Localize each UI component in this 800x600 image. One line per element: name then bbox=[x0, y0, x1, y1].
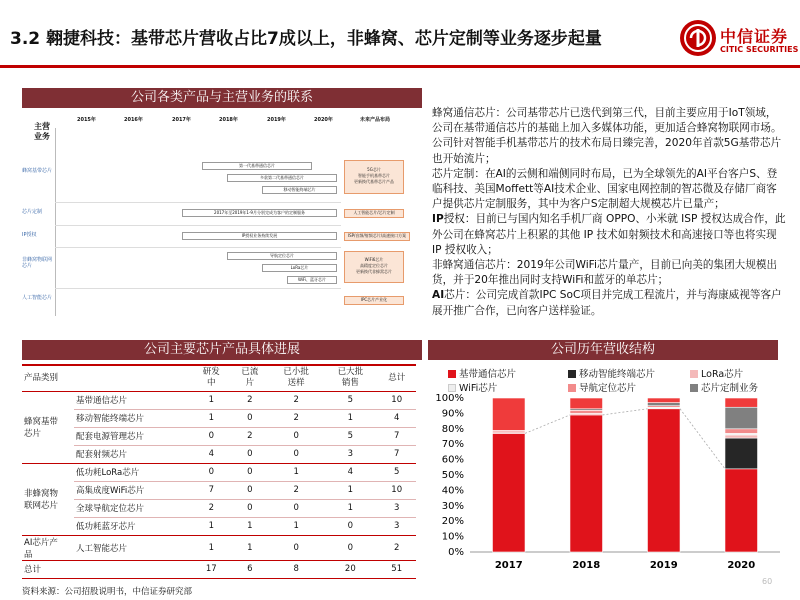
table-cell: 0 bbox=[231, 409, 270, 427]
table-cell: 7 bbox=[377, 427, 416, 445]
desc-paragraph: 蜂窝通信芯片：公司基带芯片已迭代到第三代，目前主要应用于IoT领域，公司在基带通信芯片的基础上加入多媒体功能，更加适合蜂窝物联网市场。公司针对智能手机基带芯片的技术布局日臻完善，2020年首款5G基带芯片也开始流片； bbox=[432, 107, 782, 165]
timeline-bar: WiFi、蓝牙芯片 bbox=[287, 276, 337, 284]
section-banner-products: 公司各类产品与主营业务的联系 bbox=[22, 88, 422, 108]
table-row bbox=[22, 445, 416, 463]
timeline-header-label: 主营 业务 bbox=[34, 122, 50, 141]
table-row bbox=[22, 499, 416, 517]
table-row bbox=[22, 535, 416, 560]
bar-segment bbox=[570, 410, 603, 413]
timeline-row-label: 芯片定制 bbox=[22, 209, 43, 215]
table-cell: 1 bbox=[269, 517, 323, 535]
table-cell: 0 bbox=[269, 427, 323, 445]
table-cell: 0 bbox=[231, 445, 270, 463]
table-cell: 2 bbox=[269, 481, 323, 499]
timeline-future-box: 人工智能芯片/芯片定制 bbox=[344, 209, 404, 218]
bar-segment bbox=[570, 415, 603, 552]
table-cell: 2 bbox=[192, 499, 231, 517]
table-cell: 1 bbox=[231, 535, 270, 560]
table-cell: 3 bbox=[377, 517, 416, 535]
bar-segment bbox=[725, 398, 758, 407]
table-cell: 2 bbox=[231, 391, 270, 409]
bar-segment bbox=[647, 403, 680, 406]
timeline-bar: 导航定位芯片 bbox=[227, 252, 337, 260]
timeline-divider bbox=[55, 225, 341, 226]
timeline-bar: LoRa芯片 bbox=[262, 264, 337, 272]
table-cell: 0 bbox=[269, 535, 323, 560]
bar-segment bbox=[725, 438, 758, 469]
table-cell bbox=[74, 560, 192, 578]
table-cell: 10 bbox=[377, 481, 416, 499]
y-tick-label: 100% bbox=[435, 393, 464, 404]
legend-item: 芯片定制业务 bbox=[690, 380, 758, 394]
timeline-bar: 移动智能终端芯片 bbox=[262, 186, 337, 194]
table-cell: 1 bbox=[323, 499, 377, 517]
table-cell: 0 bbox=[323, 535, 377, 560]
table-row bbox=[22, 391, 416, 409]
timeline-year: 2017年 bbox=[172, 117, 191, 123]
y-tick-label: 70% bbox=[441, 439, 464, 451]
table-cell: 1 bbox=[192, 517, 231, 535]
page-number: 60 bbox=[762, 577, 773, 586]
timeline-future-box: IPC芯片产业化 bbox=[344, 296, 404, 305]
table-cell: 4 bbox=[377, 409, 416, 427]
table-cell: 5 bbox=[323, 427, 377, 445]
business-timeline-diagram bbox=[22, 110, 422, 318]
table-group-cell: 非蜂窝物 联网芯片 bbox=[22, 463, 74, 535]
table-row bbox=[22, 517, 416, 535]
table-cell: 1 bbox=[192, 391, 231, 409]
timeline-row-label: 人工智能芯片 bbox=[22, 295, 53, 301]
x-tick-label: 2019 bbox=[649, 560, 678, 571]
table-row bbox=[22, 427, 416, 445]
bar-segment bbox=[647, 409, 680, 552]
table-cell: 0 bbox=[269, 445, 323, 463]
table-cell: 5 bbox=[323, 391, 377, 409]
table-cell: 移动智能终端芯片 bbox=[74, 409, 192, 427]
table-cell: 8 bbox=[269, 560, 323, 578]
table-cell: 17 bbox=[192, 560, 231, 578]
table-cell: 1 bbox=[192, 409, 231, 427]
table-cell: 配套射频芯片 bbox=[74, 445, 192, 463]
legend-item: 基带通信芯片 bbox=[448, 366, 516, 380]
table-cell: 4 bbox=[323, 463, 377, 481]
header-rule bbox=[0, 65, 800, 68]
table-cell: 20 bbox=[323, 560, 377, 578]
series-connector bbox=[680, 409, 725, 469]
bar-segment bbox=[492, 398, 525, 430]
table-row bbox=[22, 463, 416, 481]
table-cell: 1 bbox=[192, 535, 231, 560]
table-cell: 3 bbox=[323, 445, 377, 463]
desc-paragraph: 非蜂窝通信芯片：2019年公司WiFi芯片量产，目前已向美的集团大规模出货，并于20年推出同时支持WiFi和蓝牙的单芯片； bbox=[432, 259, 778, 287]
logo-text-en: CITIC SECURITIES bbox=[720, 45, 799, 54]
table-cell: 2 bbox=[269, 391, 323, 409]
timeline-row-label: IP授权 bbox=[22, 232, 37, 238]
table-cell: 1 bbox=[269, 463, 323, 481]
citic-emblem-icon bbox=[680, 20, 716, 56]
source-note: 资料来源：公司招股说明书，中信证券研究部 bbox=[22, 587, 193, 597]
table-group-cell: AI芯片产 品 bbox=[22, 535, 74, 560]
bar-segment bbox=[647, 398, 680, 403]
bar-segment bbox=[725, 429, 758, 434]
x-tick-label: 2017 bbox=[494, 560, 523, 571]
bar-segment bbox=[570, 398, 603, 409]
table-row bbox=[22, 409, 416, 427]
table-header-cell: 产品类别 bbox=[22, 365, 74, 391]
table-cell: 0 bbox=[269, 499, 323, 517]
timeline-bar: IP授权业务持续发展 bbox=[182, 232, 337, 240]
y-tick-label: 40% bbox=[441, 485, 464, 497]
timeline-future-label: 未来产品布局 bbox=[360, 117, 391, 123]
table-cell: 2 bbox=[231, 427, 270, 445]
table-header-cell: 总计 bbox=[377, 365, 416, 391]
table-cell: 0 bbox=[231, 499, 270, 517]
table-cell: 51 bbox=[377, 560, 416, 578]
page-title: 3.2 翱捷科技：基带芯片营收占比7成以上，非蜂窝、芯片定制等业务逐步起量 bbox=[10, 29, 602, 49]
timeline-year: 2015年 bbox=[77, 117, 96, 123]
bar-segment bbox=[492, 433, 525, 552]
timeline-bar: 多款第二代基带通信芯片 bbox=[227, 174, 337, 182]
y-tick-label: 20% bbox=[441, 516, 464, 528]
table-cell: 0 bbox=[231, 481, 270, 499]
table-cell: 0 bbox=[323, 517, 377, 535]
timeline-year: 2018年 bbox=[219, 117, 238, 123]
table-group-cell: 蜂窝基带 芯片 bbox=[22, 391, 74, 463]
timeline-future-box: ISP/音频/射频芯片/高速接口方案 bbox=[344, 232, 410, 241]
desc-paragraph: 芯片定制：在AI的云侧和端侧同时布局，已为全球领先的AI平台客户S、登临科技、美国Moffett等AI技术企业、国家电网控制的智芯微及存储厂商客户提供芯片定制服务，其中为客户S定制超大规模芯片已量产； bbox=[432, 167, 778, 211]
table-cell: 0 bbox=[192, 463, 231, 481]
table-cell: 0 bbox=[192, 427, 231, 445]
timeline-future-box: 5G芯片 智能手机基带芯片 更新换代基带芯片产品 bbox=[344, 160, 404, 194]
bar-segment bbox=[725, 435, 758, 438]
series-connector bbox=[525, 415, 570, 433]
table-cell: 6 bbox=[231, 560, 270, 578]
timeline-bar: 2017年至2019年1-9月分别完成为客户的定制服务 bbox=[182, 209, 337, 217]
bar-segment bbox=[725, 469, 758, 552]
logo-text-cn: 中信证券 bbox=[720, 27, 789, 46]
table-cell: 低功耗LoRa芯片 bbox=[74, 463, 192, 481]
chart-canvas bbox=[428, 362, 800, 584]
table-cell: 1 bbox=[323, 409, 377, 427]
table-header-cell: 已大批 销售 bbox=[323, 365, 377, 391]
table-cell: 0 bbox=[231, 463, 270, 481]
y-tick-label: 30% bbox=[441, 500, 464, 512]
table-total-row bbox=[22, 560, 416, 578]
table-cell: 1 bbox=[231, 517, 270, 535]
x-tick-label: 2018 bbox=[572, 560, 601, 571]
revenue-structure-chart bbox=[428, 362, 800, 584]
timeline-row-label: 蜂窝基带芯片 bbox=[22, 168, 53, 174]
table-header-cell: 已小批 送样 bbox=[269, 365, 323, 391]
y-tick-label: 0% bbox=[448, 547, 464, 558]
table-cell: 基带通信芯片 bbox=[74, 391, 192, 409]
timeline-year: 2020年 bbox=[314, 117, 333, 123]
section-banner-chip-progress: 公司主要芯片产品具体进展 bbox=[22, 340, 422, 360]
legend-item: WiFi芯片 bbox=[448, 380, 497, 394]
table-cell: 7 bbox=[377, 445, 416, 463]
table-cell: 2 bbox=[377, 535, 416, 560]
legend-item: 导航定位芯片 bbox=[568, 380, 636, 394]
timeline-year: 2016年 bbox=[124, 117, 143, 123]
table-cell: 1 bbox=[323, 481, 377, 499]
citic-logo bbox=[680, 14, 798, 66]
section-banner-revenue: 公司历年营收结构 bbox=[428, 340, 778, 360]
table-cell: 7 bbox=[192, 481, 231, 499]
bar-segment bbox=[725, 407, 758, 429]
table-header-cell: 已流 片 bbox=[231, 365, 270, 391]
table-cell: 2 bbox=[269, 409, 323, 427]
timeline-row-label: 非蜂窝物联网芯片 bbox=[22, 257, 53, 269]
table-cell: 总计 bbox=[22, 560, 74, 578]
y-tick-label: 80% bbox=[441, 423, 464, 435]
series-connector bbox=[603, 409, 648, 415]
table-cell: 全球导航定位芯片 bbox=[74, 499, 192, 517]
timeline-divider bbox=[55, 202, 341, 203]
table-cell: 低功耗蓝牙芯片 bbox=[74, 517, 192, 535]
timeline-divider bbox=[55, 288, 341, 289]
timeline-divider bbox=[55, 247, 341, 248]
table-cell: 人工智能芯片 bbox=[74, 535, 192, 560]
table-cell: 5 bbox=[377, 463, 416, 481]
x-tick-label: 2020 bbox=[727, 560, 756, 571]
y-tick-label: 10% bbox=[441, 531, 464, 543]
timeline-future-box: WiFi6芯片 高精度定位芯片 更新换代非蜂窝芯片 bbox=[344, 251, 404, 283]
timeline-year: 2019年 bbox=[267, 117, 286, 123]
table-header-cell: 研发 中 bbox=[192, 365, 231, 391]
y-tick-label: 90% bbox=[441, 408, 464, 420]
chip-progress-table bbox=[22, 364, 416, 579]
legend-item: 移动智能终端芯片 bbox=[568, 366, 655, 380]
desc-paragraph: IP授权：目前已与国内知名手机厂商 OPPO、小米就 ISP 授权达成合作，此外公司在蜂窝芯片上积累的其他 IP 技术如射频技术和高速接口等也将实现 IP 授权收入； bbox=[432, 213, 786, 256]
table-cell: 高集成度WiFi芯片 bbox=[74, 481, 192, 499]
timeline-bar: 第一代基带通信芯片 bbox=[202, 162, 312, 170]
business-description bbox=[432, 106, 786, 319]
table-cell: 10 bbox=[377, 391, 416, 409]
y-tick-label: 60% bbox=[441, 454, 464, 466]
desc-paragraph: AI芯片：公司完成首款IPC SoC项目并完成工程流片，并与海康威视等客户展开推广合作，已向客户送样验证。 bbox=[432, 289, 782, 317]
table-row bbox=[22, 481, 416, 499]
legend-item: LoRa芯片 bbox=[690, 366, 743, 380]
table-cell: 配套电源管理芯片 bbox=[74, 427, 192, 445]
table-cell: 3 bbox=[377, 499, 416, 517]
y-tick-label: 50% bbox=[441, 470, 464, 481]
table-cell: 4 bbox=[192, 445, 231, 463]
table-header-cell bbox=[74, 365, 192, 391]
